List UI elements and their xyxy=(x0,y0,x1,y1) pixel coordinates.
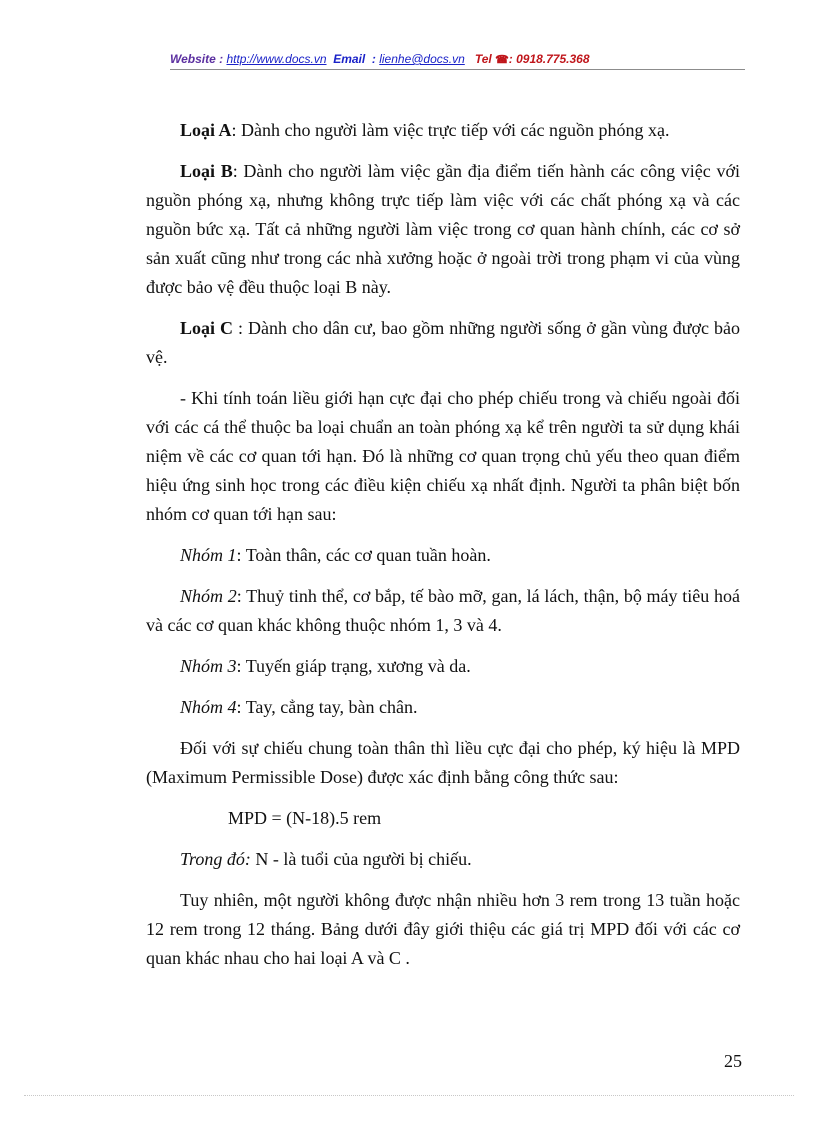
paragraph-text: Tuy nhiên, một người không được nhận nhiều hơn 3 rem trong 13 tuần hoặc 12 rem trong 12 tháng. Bảng dưới đây giới thiệu các giá trị MPD đối với các cơ quan khác nhau cho hai loại A và C . xyxy=(146,890,740,968)
page-header xyxy=(170,52,745,67)
paragraph-text: - Khi tính toán liều giới hạn cực đại cho phép chiếu trong và chiếu ngoài đối với các cá thể thuộc ba loại chuẩn an toàn phóng xạ kể trên người ta sử dụng khái niệm về các cơ quan tới hạn. Đó là những cơ quan trọng chủ yếu theo quan điểm hiệu ứng sinh học trong các điều kiện chiếu xạ nhất định. Người ta phân biệt bốn nhóm cơ quan tới hạn sau: xyxy=(146,388,740,524)
phone-icon: ☎ xyxy=(495,54,509,66)
term-nhom-3: Nhóm 3 xyxy=(180,656,237,676)
term-loai-b: Loại B xyxy=(180,161,233,181)
paragraph-text: : Toàn thân, các cơ quan tuần hoàn. xyxy=(236,545,491,565)
formula-text: MPD = (N-18).5 rem xyxy=(228,808,382,828)
mpd-formula xyxy=(146,804,740,833)
header-divider xyxy=(170,69,745,70)
term-loai-a: Loại A xyxy=(180,120,232,140)
tel-label: Tel xyxy=(474,52,492,66)
page-number: 25 xyxy=(724,1051,742,1071)
term-loai-c: Loại C xyxy=(180,318,234,338)
paragraph-loai-c xyxy=(146,314,740,372)
phone-number: : 0918.775.368 xyxy=(508,52,590,66)
paragraph-limits xyxy=(146,886,740,973)
paragraph-loai-b xyxy=(146,157,740,302)
website-label: Website : xyxy=(170,52,224,66)
email-separator: : xyxy=(371,52,376,66)
term-nhom-2: Nhóm 2 xyxy=(180,586,237,606)
term-nhom-1: Nhóm 1 xyxy=(180,545,237,565)
footer-divider xyxy=(24,1095,794,1096)
paragraph-text: : Dành cho người làm việc trực tiếp với các nguồn phóng xạ. xyxy=(231,120,670,140)
term-trong-do: Trong đó: xyxy=(180,849,251,869)
paragraph-text: : Dành cho người làm việc gần địa điểm tiến hành các công việc với nguồn phóng xạ, nhưng không trực tiếp làm việc với các chất phóng xạ và các nguồn bức xạ. Tất cả những người làm việc trong cơ quan hành chính, các cơ sở sản xuất cũng như trong các nhà xưởng hoặc ở ngoài trời trong phạm vi của vùng được bảo vệ đều thuộc loại B này. xyxy=(146,161,740,297)
paragraph-text: N - là tuổi của người bị chiếu. xyxy=(250,849,472,869)
paragraph-nhom-3 xyxy=(146,652,740,681)
email-link[interactable]: lienhe@docs.vn xyxy=(379,52,465,66)
paragraph-text: Đối với sự chiếu chung toàn thân thì liều cực đại cho phép, ký hiệu là MPD (Maximum Permissible Dose) được xác định bằng công thức sau: xyxy=(146,738,740,787)
paragraph-mpd-intro xyxy=(146,734,740,792)
paragraph-loai-a xyxy=(146,116,740,145)
paragraph-text: : Thuỷ tinh thể, cơ bắp, tế bào mỡ, gan, lá lách, thận, bộ máy tiêu hoá và các cơ quan khác không thuộc nhóm 1, 3 và 4. xyxy=(146,586,740,635)
paragraph-nhom-4 xyxy=(146,693,740,722)
paragraph-critical-organs xyxy=(146,384,740,529)
term-nhom-4: Nhóm 4 xyxy=(180,697,237,717)
paragraph-nhom-2 xyxy=(146,582,740,640)
body-text xyxy=(146,116,740,985)
paragraph-text: : Tuyến giáp trạng, xương và da. xyxy=(236,656,471,676)
paragraph-nhom-1 xyxy=(146,541,740,570)
paragraph-text: : Tay, cẳng tay, bàn chân. xyxy=(236,697,418,717)
paragraph-trong-do xyxy=(146,845,740,874)
website-link[interactable]: http://www.docs.vn xyxy=(226,52,327,66)
paragraph-text: : Dành cho dân cư, bao gồm những người sống ở gần vùng được bảo vệ. xyxy=(146,318,741,367)
email-label: Email xyxy=(333,52,366,66)
